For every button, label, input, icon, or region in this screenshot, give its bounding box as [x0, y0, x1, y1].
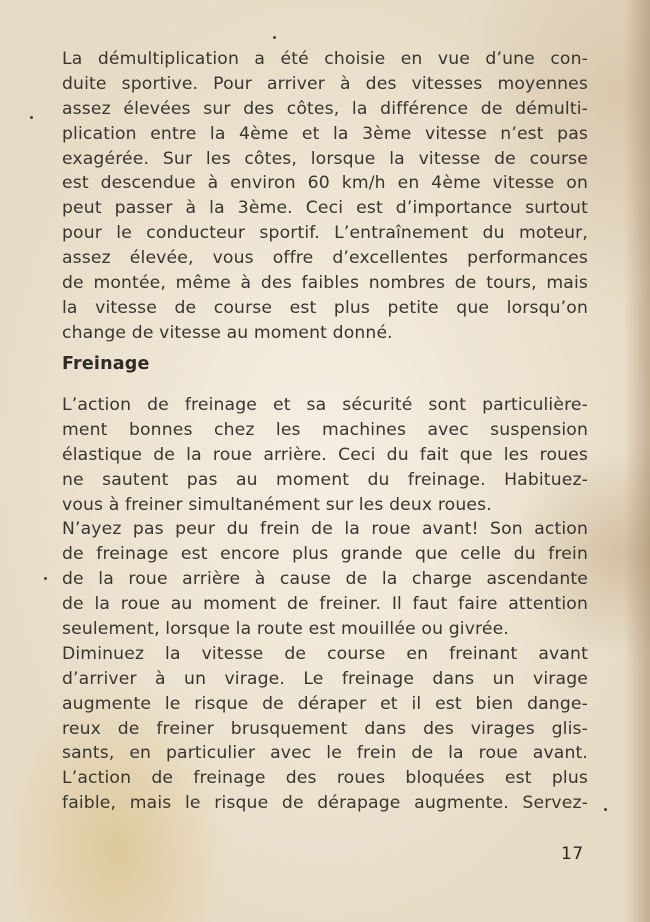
- text-line: L’action de freinage des roues bloquées est plus: [62, 768, 588, 789]
- text-line: la vitesse de course est plus petite que lorsqu’on: [62, 297, 588, 318]
- text-line: augmente le risque de déraper et il est bien dange-: [62, 693, 588, 714]
- page-edge-shadow: [624, 0, 650, 922]
- paper-speck: [44, 577, 47, 580]
- text-line: duite sportive. Pour arriver à des vitesses moyennes: [62, 73, 588, 94]
- paragraph-freinage: [62, 393, 588, 816]
- section-heading-freinage: Freinage: [62, 354, 150, 374]
- text-line: assez élevée, vous offre d’excellentes performances: [62, 248, 588, 269]
- text-line: seulement, lorsque la route est mouillée ou givrée.: [62, 619, 509, 640]
- text-line: reux de freiner brusquement dans des virages glis-: [62, 718, 588, 739]
- text-line: exagérée. Sur les côtes, lorsque la vitesse de course: [62, 148, 588, 169]
- text-line: plication entre la 4ème et la 3ème vitesse n’est pas: [62, 123, 588, 144]
- text-line: sants, en particulier avec le frein de la roue avant.: [62, 743, 588, 764]
- text-line: assez élevées sur des côtes, la différence de démulti-: [62, 98, 588, 119]
- page-number: 17: [561, 844, 584, 864]
- paper-speck: [604, 808, 607, 811]
- text-line: de la roue arrière à cause de la charge ascendante: [62, 569, 588, 590]
- text-line: change de vitesse au moment donné.: [62, 322, 393, 343]
- text-line: de montée, même à des faibles nombres de tours, mais: [62, 273, 588, 294]
- paragraph-demultiplication: [62, 47, 588, 346]
- text-line: d’arriver à un virage. Le freinage dans un virage: [62, 668, 588, 689]
- text-line: ne sautent pas au moment du freinage. Habituez-: [62, 469, 588, 490]
- text-line: peut passer à la 3ème. Ceci est d’importance surtout: [62, 198, 588, 219]
- text-line: Diminuez la vitesse de course en freinant avant: [62, 643, 588, 664]
- text-line: pour le conducteur sportif. L’entraînement du moteur,: [62, 223, 588, 244]
- text-line: est descendue à environ 60 km/h en 4ème vitesse on: [62, 173, 588, 194]
- paper-speck: [30, 116, 33, 119]
- text-line: de freinage est encore plus grande que celle du frein: [62, 544, 588, 565]
- text-line: La démultiplication a été choisie en vue d’une con-: [62, 49, 588, 69]
- text-line: vous à freiner simultanément sur les deux roues.: [62, 494, 492, 515]
- paper-speck: [273, 36, 276, 39]
- text-line: élastique de la roue arrière. Ceci du fait que les roues: [62, 444, 588, 465]
- text-line: ment bonnes chez les machines avec suspension: [62, 419, 588, 440]
- text-line: de la roue au moment de freiner. Il faut faire attention: [62, 594, 588, 615]
- text-line: N’ayez pas peur du frein de la roue avant! Son action: [62, 519, 588, 540]
- text-line: L’action de freinage et sa sécurité sont particulière-: [62, 395, 588, 415]
- text-line: faible, mais le risque de dérapage augmente. Servez-: [62, 793, 588, 814]
